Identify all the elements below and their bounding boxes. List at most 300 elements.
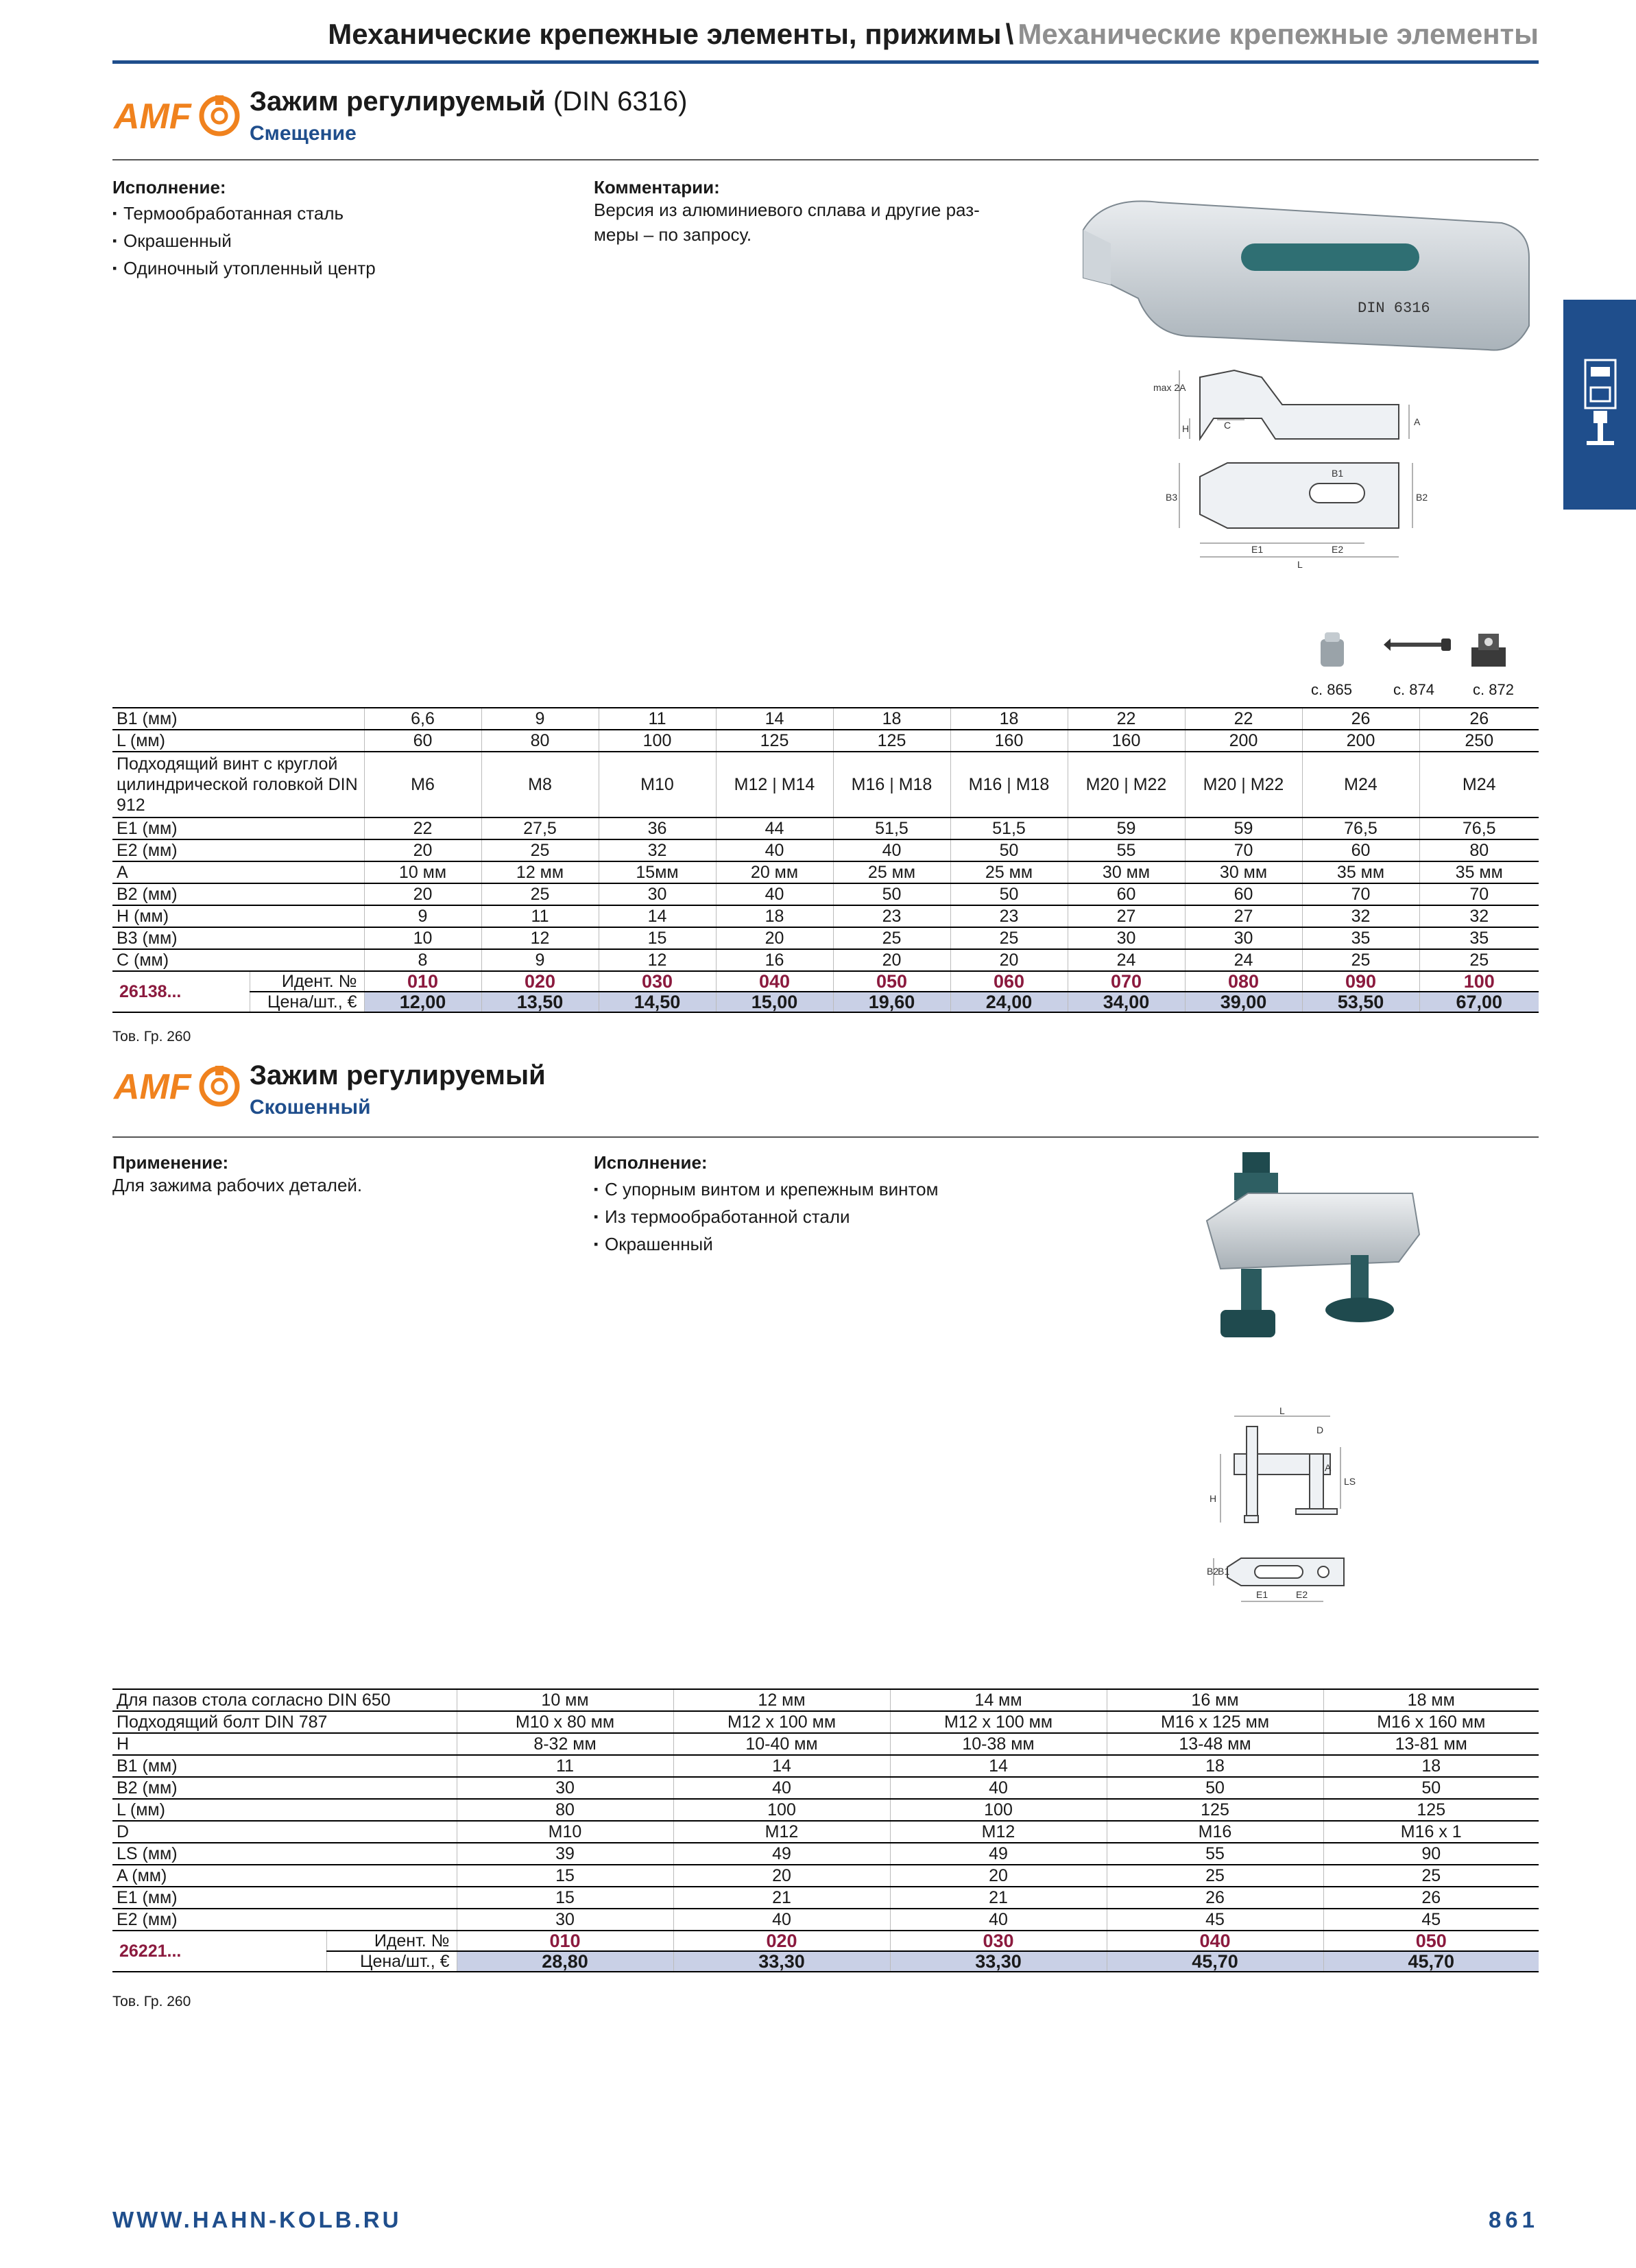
table-cell: 25 bbox=[481, 839, 599, 861]
table-cell: 20 bbox=[364, 839, 481, 861]
table-cell: 27,5 bbox=[481, 817, 599, 839]
table-cell: 25 bbox=[833, 927, 950, 949]
table-cell: M10 x 80 мм bbox=[457, 1711, 673, 1733]
table-cell: 23 bbox=[950, 905, 1068, 927]
row-label: Подходящий винт с круглой цилиндрической головкой DIN 912 bbox=[112, 752, 364, 817]
dim-label: B3 bbox=[1166, 492, 1178, 503]
price-cell: 33,30 bbox=[890, 1951, 1107, 1972]
table-cell: 35 мм bbox=[1302, 861, 1419, 883]
row-label: L (мм) bbox=[112, 1799, 457, 1821]
execution-heading-1: Исполнение: bbox=[112, 177, 226, 198]
row-label: H (мм) bbox=[112, 905, 364, 927]
ident-number[interactable]: 020 bbox=[481, 971, 599, 992]
table-cell: 9 bbox=[364, 905, 481, 927]
table-cell: M10 bbox=[457, 1821, 673, 1843]
table-cell: 60 bbox=[364, 730, 481, 752]
table-cell: M12 x 100 мм bbox=[890, 1711, 1107, 1733]
price-cell: 12,00 bbox=[364, 992, 481, 1012]
product-title-1 bbox=[250, 86, 687, 117]
table-cell: 35 bbox=[1419, 927, 1539, 949]
table-cell: 20 мм bbox=[716, 861, 833, 883]
table-cell: M10 bbox=[599, 752, 716, 817]
price-label: Цена/шт., € bbox=[326, 1951, 457, 1972]
table-cell: 10-38 мм bbox=[890, 1733, 1107, 1755]
row-label: L (мм) bbox=[112, 730, 364, 752]
dim-label: E1 bbox=[1251, 544, 1264, 555]
table-cell: 70 bbox=[1419, 883, 1539, 905]
dim-label: E2 bbox=[1332, 544, 1344, 555]
price-cell: 67,00 bbox=[1419, 992, 1539, 1012]
table-cell: 18 bbox=[950, 708, 1068, 730]
table-row bbox=[112, 1755, 1539, 1777]
row-label: B2 (мм) bbox=[112, 1777, 457, 1799]
table-cell: 100 bbox=[890, 1799, 1107, 1821]
table-cell: M12 | M14 bbox=[716, 752, 833, 817]
dimension-drawing-2 bbox=[1207, 1406, 1412, 1615]
table-cell: 12 bbox=[481, 927, 599, 949]
dim-label: L bbox=[1297, 559, 1303, 570]
list-item: ▪ С упорным винтом и крепежным винтом bbox=[594, 1175, 938, 1203]
table-row bbox=[112, 730, 1539, 752]
ident-number[interactable]: 090 bbox=[1302, 971, 1419, 992]
table-cell: 40 bbox=[716, 883, 833, 905]
accessory-label[interactable]: с. 872 bbox=[1473, 681, 1514, 698]
table-cell: M12 bbox=[673, 1821, 890, 1843]
table-cell: 55 bbox=[1068, 839, 1185, 861]
row-label: A (мм) bbox=[112, 1865, 457, 1887]
dim-label: H bbox=[1210, 1493, 1217, 1504]
table-cell: 60 bbox=[1185, 883, 1302, 905]
table-cell: 76,5 bbox=[1419, 817, 1539, 839]
row-label: E2 (мм) bbox=[112, 1909, 457, 1931]
table-cell: 25 bbox=[950, 927, 1068, 949]
section-rule-1 bbox=[112, 159, 1539, 160]
table-row bbox=[112, 839, 1539, 861]
table-row bbox=[112, 1865, 1539, 1887]
table-row bbox=[112, 883, 1539, 905]
table-cell: 50 bbox=[1107, 1777, 1323, 1799]
table-cell: 21 bbox=[673, 1887, 890, 1909]
dim-label: E1 bbox=[1256, 1589, 1268, 1600]
table-cell: 30 bbox=[457, 1777, 673, 1799]
table-cell: 18 мм bbox=[1323, 1689, 1539, 1711]
table-row bbox=[112, 905, 1539, 927]
table-cell: 26 bbox=[1323, 1887, 1539, 1909]
page-number: 861 bbox=[1488, 2207, 1539, 2232]
table-cell: 25 bbox=[481, 883, 599, 905]
table-cell: 24 bbox=[1068, 949, 1185, 971]
table-cell: M16 bbox=[1107, 1821, 1323, 1843]
table-cell: M12 x 100 мм bbox=[673, 1711, 890, 1733]
table-cell: 80 bbox=[1419, 839, 1539, 861]
table-cell: 70 bbox=[1302, 883, 1419, 905]
table-cell: 250 bbox=[1419, 730, 1539, 752]
table-cell: M20 | M22 bbox=[1185, 752, 1302, 817]
table-cell: 27 bbox=[1068, 905, 1185, 927]
application-text: Для зажима рабочих деталей. bbox=[112, 1175, 363, 1195]
row-label: B3 (мм) bbox=[112, 927, 364, 949]
price-cell: 15,00 bbox=[716, 992, 833, 1012]
product-subtitle-2: Скошенный bbox=[250, 1096, 371, 1119]
table-cell: 25 bbox=[1107, 1865, 1323, 1887]
table-cell: 40 bbox=[673, 1909, 890, 1931]
table-cell: 80 bbox=[457, 1799, 673, 1821]
list-item: ▪ Термообработанная сталь bbox=[112, 200, 376, 227]
table-cell: M16 x 125 мм bbox=[1107, 1711, 1323, 1733]
table-cell: 30 bbox=[1068, 927, 1185, 949]
dimension-drawing-1 bbox=[1138, 363, 1440, 586]
ident-label: Идент. № bbox=[250, 971, 364, 992]
product-photo-offset-clamp bbox=[1076, 189, 1543, 363]
price-cell: 39,00 bbox=[1185, 992, 1302, 1012]
table-cell: 50 bbox=[1323, 1777, 1539, 1799]
table-cell: 12 мм bbox=[481, 861, 599, 883]
footer-url[interactable]: WWW.HAHN-KOLB.RU bbox=[112, 2207, 402, 2232]
ident-number[interactable]: 010 bbox=[457, 1931, 673, 1951]
table-cell: 24 bbox=[1185, 949, 1302, 971]
amf-logo bbox=[112, 1063, 241, 1111]
comments-heading: Комментарии: bbox=[594, 177, 720, 198]
table-cell: 80 bbox=[481, 730, 599, 752]
dim-label: E2 bbox=[1296, 1589, 1308, 1600]
table-cell: 200 bbox=[1302, 730, 1419, 752]
row-label: E1 (мм) bbox=[112, 817, 364, 839]
product-subtitle-1: Смещение bbox=[250, 122, 357, 145]
ident-row bbox=[112, 1931, 1539, 1951]
amf-logo bbox=[112, 93, 241, 141]
price-cell: 19,60 bbox=[833, 992, 950, 1012]
table-cell: 32 bbox=[1419, 905, 1539, 927]
table-row bbox=[112, 927, 1539, 949]
table-cell: 45 bbox=[1323, 1909, 1539, 1931]
table-cell: 55 bbox=[1107, 1843, 1323, 1865]
section-rule-2 bbox=[112, 1136, 1539, 1138]
table-cell: 50 bbox=[950, 839, 1068, 861]
clamping-screw-icon[interactable] bbox=[1384, 634, 1452, 658]
table-cell: 32 bbox=[1302, 905, 1419, 927]
dim-label: max 2A bbox=[1153, 382, 1186, 393]
category-title: Механические крепежные элементы, прижимы bbox=[328, 18, 1002, 50]
table-row bbox=[112, 1689, 1539, 1711]
table-cell: 76,5 bbox=[1302, 817, 1419, 839]
article-code: 26138... bbox=[112, 971, 250, 1012]
table-cell: M24 bbox=[1302, 752, 1419, 817]
table-cell: 25 bbox=[1419, 949, 1539, 971]
title-separator: \ bbox=[1005, 18, 1014, 50]
table-cell: 12 мм bbox=[673, 1689, 890, 1711]
dim-label: B2 bbox=[1207, 1566, 1219, 1577]
product-photo-angled-clamp bbox=[1193, 1152, 1426, 1361]
footnote-1: Тов. Гр. 260 bbox=[112, 1029, 191, 1045]
table-row bbox=[112, 708, 1539, 730]
table-cell: 51,5 bbox=[833, 817, 950, 839]
table-cell: 25 bbox=[1323, 1865, 1539, 1887]
table-cell: 90 bbox=[1323, 1843, 1539, 1865]
ident-number[interactable]: 070 bbox=[1068, 971, 1185, 992]
subcategory-title: Механические крепежные элементы bbox=[1018, 18, 1539, 50]
price-row bbox=[112, 992, 1539, 1012]
table-row bbox=[112, 1821, 1539, 1843]
price-cell: 33,30 bbox=[673, 1951, 890, 1972]
table-cell: 15 bbox=[599, 927, 716, 949]
price-cell: 45,70 bbox=[1323, 1951, 1539, 1972]
table-cell: 10 мм bbox=[457, 1689, 673, 1711]
table-cell: 18 bbox=[716, 905, 833, 927]
table-cell: 40 bbox=[673, 1777, 890, 1799]
table-cell: 13-81 мм bbox=[1323, 1733, 1539, 1755]
table-cell: M16 | M18 bbox=[833, 752, 950, 817]
table-row bbox=[112, 1887, 1539, 1909]
table-cell: 14 bbox=[890, 1755, 1107, 1777]
table-cell: M8 bbox=[481, 752, 599, 817]
price-cell: 24,00 bbox=[950, 992, 1068, 1012]
accessory-label[interactable]: с. 865 bbox=[1311, 681, 1352, 698]
row-label: H bbox=[112, 1733, 457, 1755]
table-row bbox=[112, 1777, 1539, 1799]
price-row bbox=[112, 1951, 1539, 1972]
table-cell: 21 bbox=[890, 1887, 1107, 1909]
dim-label: C bbox=[1224, 420, 1231, 431]
table-cell: 11 bbox=[481, 905, 599, 927]
table-cell: 20 bbox=[673, 1865, 890, 1887]
row-label: B1 (мм) bbox=[112, 708, 364, 730]
ident-label: Идент. № bbox=[326, 1931, 457, 1951]
table-cell: 16 bbox=[716, 949, 833, 971]
table-cell: 30 мм bbox=[1185, 861, 1302, 883]
ident-number[interactable]: 050 bbox=[1323, 1931, 1539, 1951]
list-item: ▪ Одиночный утопленный центр bbox=[112, 254, 376, 282]
table-cell: 11 bbox=[599, 708, 716, 730]
page-header bbox=[112, 12, 1539, 63]
table-cell: 8-32 мм bbox=[457, 1733, 673, 1755]
table-cell: M16 x 1 bbox=[1323, 1821, 1539, 1843]
row-label: A bbox=[112, 861, 364, 883]
list-item: ▪ Окрашенный bbox=[594, 1230, 938, 1258]
table-cell: 30 мм bbox=[1068, 861, 1185, 883]
table-cell: 35 bbox=[1302, 927, 1419, 949]
table-cell: 60 bbox=[1302, 839, 1419, 861]
table-cell: 14 мм bbox=[890, 1689, 1107, 1711]
table-cell: 30 bbox=[457, 1909, 673, 1931]
table-cell: 125 bbox=[1107, 1799, 1323, 1821]
ident-number[interactable]: 060 bbox=[950, 971, 1068, 992]
table-cell: 36 bbox=[599, 817, 716, 839]
table-cell: 50 bbox=[950, 883, 1068, 905]
row-label: E1 (мм) bbox=[112, 1887, 457, 1909]
table-cell: 20 bbox=[833, 949, 950, 971]
table-row bbox=[112, 1909, 1539, 1931]
table-cell: 100 bbox=[673, 1799, 890, 1821]
table-cell: 49 bbox=[673, 1843, 890, 1865]
row-label: D bbox=[112, 1821, 457, 1843]
table-cell: 59 bbox=[1068, 817, 1185, 839]
logo-text: AMF bbox=[114, 97, 191, 136]
header-rule bbox=[112, 60, 1539, 64]
table-cell: 20 bbox=[364, 883, 481, 905]
table-cell: 10 bbox=[364, 927, 481, 949]
list-item: ▪ Окрашенный bbox=[112, 227, 376, 254]
row-label: Для пазов стола согласно DIN 650 bbox=[112, 1689, 457, 1711]
price-cell: 14,50 bbox=[599, 992, 716, 1012]
footnote-2: Тов. Гр. 260 bbox=[112, 1994, 191, 2009]
table-cell: 9 bbox=[481, 949, 599, 971]
table-cell: 40 bbox=[833, 839, 950, 861]
table-cell: 10-40 мм bbox=[673, 1733, 890, 1755]
dim-label: D bbox=[1316, 1424, 1324, 1435]
table-cell: 8 bbox=[364, 949, 481, 971]
table-row bbox=[112, 1711, 1539, 1733]
ident-number[interactable]: 020 bbox=[673, 1931, 890, 1951]
table-cell: 30 bbox=[599, 883, 716, 905]
table-cell: M12 bbox=[890, 1821, 1107, 1843]
table-cell: 59 bbox=[1185, 817, 1302, 839]
row-label: B2 (мм) bbox=[112, 883, 364, 905]
table-cell: 125 bbox=[716, 730, 833, 752]
clamp-fixture-icon bbox=[1580, 353, 1621, 459]
dim-label: B1 bbox=[1218, 1566, 1230, 1577]
table-row bbox=[112, 817, 1539, 839]
svg-text:DIN 6316: DIN 6316 bbox=[1358, 300, 1430, 317]
ident-number[interactable]: 030 bbox=[890, 1931, 1107, 1951]
table-cell: M16 | M18 bbox=[950, 752, 1068, 817]
ident-number[interactable]: 100 bbox=[1419, 971, 1539, 992]
table-cell: 25 мм bbox=[950, 861, 1068, 883]
table-cell: 11 bbox=[457, 1755, 673, 1777]
table-cell: M6 bbox=[364, 752, 481, 817]
ident-number[interactable]: 040 bbox=[716, 971, 833, 992]
price-cell: 13,50 bbox=[481, 992, 599, 1012]
table-cell: 15 bbox=[457, 1865, 673, 1887]
table-cell: 40 bbox=[890, 1909, 1107, 1931]
table-cell: 51,5 bbox=[950, 817, 1068, 839]
table-cell: 10 мм bbox=[364, 861, 481, 883]
table-cell: 26 bbox=[1419, 708, 1539, 730]
dim-label: A bbox=[1325, 1462, 1332, 1473]
table-row bbox=[112, 1733, 1539, 1755]
price-cell: 53,50 bbox=[1302, 992, 1419, 1012]
ident-number[interactable]: 010 bbox=[364, 971, 481, 992]
chapter-tab[interactable] bbox=[1563, 300, 1636, 510]
application-heading: Применение: bbox=[112, 1152, 229, 1173]
t-slot-nut-icon[interactable] bbox=[1470, 630, 1507, 674]
table-cell: 20 bbox=[716, 927, 833, 949]
table-cell: 22 bbox=[1068, 708, 1185, 730]
execution-heading-2: Исполнение: bbox=[594, 1152, 708, 1173]
product-title-2: Зажим регулируемый bbox=[250, 1060, 546, 1090]
list-item: ▪ Из термообработанной стали bbox=[594, 1203, 938, 1230]
price-cell: 45,70 bbox=[1107, 1951, 1323, 1972]
table-cell: 50 bbox=[833, 883, 950, 905]
ident-number[interactable]: 030 bbox=[599, 971, 716, 992]
comments-line: меры – по запросу. bbox=[594, 224, 752, 245]
table-cell: 30 bbox=[1185, 927, 1302, 949]
table-cell: 22 bbox=[1185, 708, 1302, 730]
table-row bbox=[112, 861, 1539, 883]
table-cell: M16 x 160 мм bbox=[1323, 1711, 1539, 1733]
article-code: 26221... bbox=[112, 1931, 326, 1972]
logo-text: AMF bbox=[114, 1067, 191, 1107]
table-cell: 60 bbox=[1068, 883, 1185, 905]
table-cell: 125 bbox=[833, 730, 950, 752]
table-cell: 13-48 мм bbox=[1107, 1733, 1323, 1755]
table-cell: 35 мм bbox=[1419, 861, 1539, 883]
price-label: Цена/шт., € bbox=[250, 992, 364, 1012]
table-cell: 20 bbox=[950, 949, 1068, 971]
price-cell: 34,00 bbox=[1068, 992, 1185, 1012]
table-cell: 23 bbox=[833, 905, 950, 927]
table-cell: 39 bbox=[457, 1843, 673, 1865]
table-cell: 16 мм bbox=[1107, 1689, 1323, 1711]
table-cell: 27 bbox=[1185, 905, 1302, 927]
table-cell: 49 bbox=[890, 1843, 1107, 1865]
table-cell: 14 bbox=[599, 905, 716, 927]
execution-list-2 bbox=[594, 1175, 938, 1258]
table-row bbox=[112, 949, 1539, 971]
table-cell: 12 bbox=[599, 949, 716, 971]
spec-table-2 bbox=[112, 1688, 1539, 1972]
table-cell: 18 bbox=[1107, 1755, 1323, 1777]
table-cell: 15 bbox=[457, 1887, 673, 1909]
row-label: E2 (мм) bbox=[112, 839, 364, 861]
table-cell: 44 bbox=[716, 817, 833, 839]
page-title bbox=[328, 18, 1539, 51]
dim-label: B2 bbox=[1416, 492, 1428, 503]
table-row bbox=[112, 1799, 1539, 1821]
ident-number[interactable]: 080 bbox=[1185, 971, 1302, 992]
table-cell: 14 bbox=[673, 1755, 890, 1777]
table-cell: 45 bbox=[1107, 1909, 1323, 1931]
table-cell: 125 bbox=[1323, 1799, 1539, 1821]
row-label: B1 (мм) bbox=[112, 1755, 457, 1777]
row-label: Подходящий болт DIN 787 bbox=[112, 1711, 457, 1733]
accessory-label[interactable]: с. 874 bbox=[1393, 681, 1434, 698]
price-cell: 28,80 bbox=[457, 1951, 673, 1972]
table-cell: 25 мм bbox=[833, 861, 950, 883]
table-cell: 26 bbox=[1302, 708, 1419, 730]
ident-row bbox=[112, 971, 1539, 992]
dim-label: L bbox=[1279, 1406, 1285, 1416]
ident-number[interactable]: 040 bbox=[1107, 1931, 1323, 1951]
table-cell: 200 bbox=[1185, 730, 1302, 752]
dim-label: H bbox=[1182, 423, 1190, 434]
dim-label: LS bbox=[1344, 1476, 1356, 1487]
dim-label: B1 bbox=[1332, 468, 1344, 479]
spec-table-1 bbox=[112, 707, 1539, 1013]
ident-number[interactable]: 050 bbox=[833, 971, 950, 992]
table-cell: 22 bbox=[364, 817, 481, 839]
table-cell: 26 bbox=[1107, 1887, 1323, 1909]
table-cell: M24 bbox=[1419, 752, 1539, 817]
table-cell: 20 bbox=[890, 1865, 1107, 1887]
table-cell: M20 | M22 bbox=[1068, 752, 1185, 817]
comments-line: Версия из алюминиевого сплава и другие раз- bbox=[594, 200, 980, 220]
table-cell: 160 bbox=[1068, 730, 1185, 752]
table-cell: 15мм bbox=[599, 861, 716, 883]
table-cell: 9 bbox=[481, 708, 599, 730]
table-cell: 18 bbox=[1323, 1755, 1539, 1777]
table-cell: 40 bbox=[890, 1777, 1107, 1799]
table-row bbox=[112, 752, 1539, 817]
table-cell: 6,6 bbox=[364, 708, 481, 730]
table-cell: 32 bbox=[599, 839, 716, 861]
row-label: C (мм) bbox=[112, 949, 364, 971]
table-cell: 160 bbox=[950, 730, 1068, 752]
product-standard-1: (DIN 6316) bbox=[553, 86, 688, 117]
table-cell: 18 bbox=[833, 708, 950, 730]
table-cell: 40 bbox=[716, 839, 833, 861]
thrust-bolt-icon[interactable] bbox=[1315, 630, 1349, 674]
dim-label: A bbox=[1414, 416, 1421, 427]
